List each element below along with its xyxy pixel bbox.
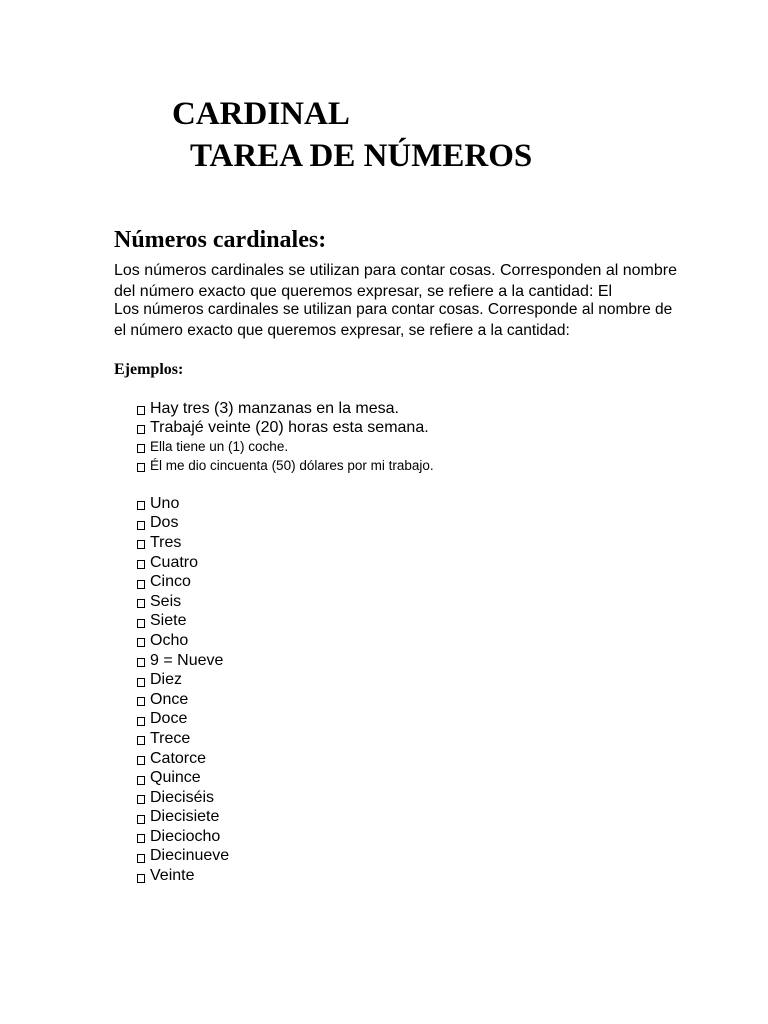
square-bullet-icon: [137, 658, 145, 667]
number-item: [137, 729, 229, 749]
section-heading: Números cardinales:: [114, 227, 327, 253]
number-item: [137, 690, 229, 710]
paragraph-1: [114, 263, 677, 300]
square-bullet-icon: [137, 540, 145, 549]
example-item-text: Ella tiene un (1) coche.: [150, 438, 289, 454]
paragraph-2-line-2: el número exacto que queremos expresar, se refiere a la cantidad:: [114, 321, 570, 339]
paragraph-2-line-1: Los números cardinales se utilizan para contar cosas. Corresponde al nombre de: [114, 301, 673, 318]
example-item: [137, 437, 434, 456]
number-item-text: Diecisiete: [150, 808, 220, 826]
example-item: [137, 399, 434, 418]
number-item: [137, 866, 229, 886]
number-item-text: Diez: [150, 671, 183, 689]
number-item: [137, 788, 229, 808]
paragraph-1-line-1: Los números cardinales se utilizan para contar cosas. Corresponden al nombre: [114, 262, 677, 279]
number-item-text: Once: [150, 690, 189, 708]
paragraph-2: [114, 302, 672, 338]
number-item-text: Cuatro: [150, 553, 199, 571]
example-item: [137, 418, 434, 437]
number-item-text: Ocho: [150, 631, 189, 649]
square-bullet-icon: [137, 834, 145, 843]
number-item: [137, 572, 229, 592]
number-item-text: Diecinueve: [150, 847, 230, 865]
number-item: [137, 533, 229, 553]
square-bullet-icon: [137, 638, 145, 647]
square-bullet-icon: [137, 619, 145, 628]
number-item: [137, 612, 229, 632]
square-bullet-icon: [137, 444, 145, 453]
number-item-text: Quince: [150, 769, 201, 787]
example-item-text: Trabajé veinte (20) horas esta semana.: [150, 418, 429, 436]
number-item: [137, 514, 229, 534]
examples-label: Ejemplos:: [114, 361, 184, 378]
number-item: [137, 827, 229, 847]
number-item-text: Siete: [150, 612, 187, 630]
example-item-text: Él me dio cincuenta (50) dólares por mi trabajo.: [150, 457, 434, 473]
number-item-text: Cinco: [150, 573, 191, 591]
number-item: [137, 749, 229, 769]
number-item: [137, 592, 229, 612]
title-line-2: TAREA DE NÚMEROS: [190, 138, 533, 174]
square-bullet-icon: [137, 736, 145, 745]
paragraph-1-line-2: del número exacto que queremos expresar, se refiere a la cantidad: El: [114, 283, 613, 300]
square-bullet-icon: [137, 697, 145, 706]
number-item-text: Trece: [150, 729, 191, 747]
square-bullet-icon: [137, 874, 145, 883]
number-item-text: Doce: [150, 710, 188, 728]
number-item: [137, 847, 229, 867]
number-item-text: 9 = Nueve: [150, 651, 224, 669]
number-item: [137, 553, 229, 573]
number-item: [137, 808, 229, 828]
number-item: [137, 631, 229, 651]
number-item-text: Uno: [150, 494, 180, 512]
examples-list: [137, 399, 434, 475]
square-bullet-icon: [137, 501, 145, 510]
square-bullet-icon: [137, 854, 145, 863]
square-bullet-icon: [137, 599, 145, 608]
square-bullet-icon: [137, 795, 145, 804]
number-item-text: Veinte: [150, 867, 195, 885]
square-bullet-icon: [137, 463, 145, 472]
number-item: [137, 651, 229, 671]
square-bullet-icon: [137, 521, 145, 530]
number-item-text: Dieciocho: [150, 827, 221, 845]
number-item: [137, 768, 229, 788]
square-bullet-icon: [137, 756, 145, 765]
square-bullet-icon: [137, 776, 145, 785]
example-item: [137, 456, 434, 475]
number-item-text: Catorce: [150, 749, 207, 767]
title-line-1: CARDINAL: [172, 96, 350, 132]
square-bullet-icon: [137, 678, 145, 687]
number-item: [137, 494, 229, 514]
number-item-text: Tres: [150, 533, 182, 551]
square-bullet-icon: [137, 425, 145, 434]
square-bullet-icon: [137, 815, 145, 824]
number-item: [137, 710, 229, 730]
example-item-text: Hay tres (3) manzanas en la mesa.: [150, 399, 399, 417]
number-item-text: Dieciséis: [150, 788, 215, 806]
square-bullet-icon: [137, 717, 145, 726]
square-bullet-icon: [137, 406, 145, 415]
number-item: [137, 670, 229, 690]
square-bullet-icon: [137, 580, 145, 589]
number-item-text: Dos: [150, 514, 179, 532]
number-item-text: Seis: [150, 592, 182, 610]
numbers-list: [137, 494, 229, 886]
square-bullet-icon: [137, 560, 145, 569]
